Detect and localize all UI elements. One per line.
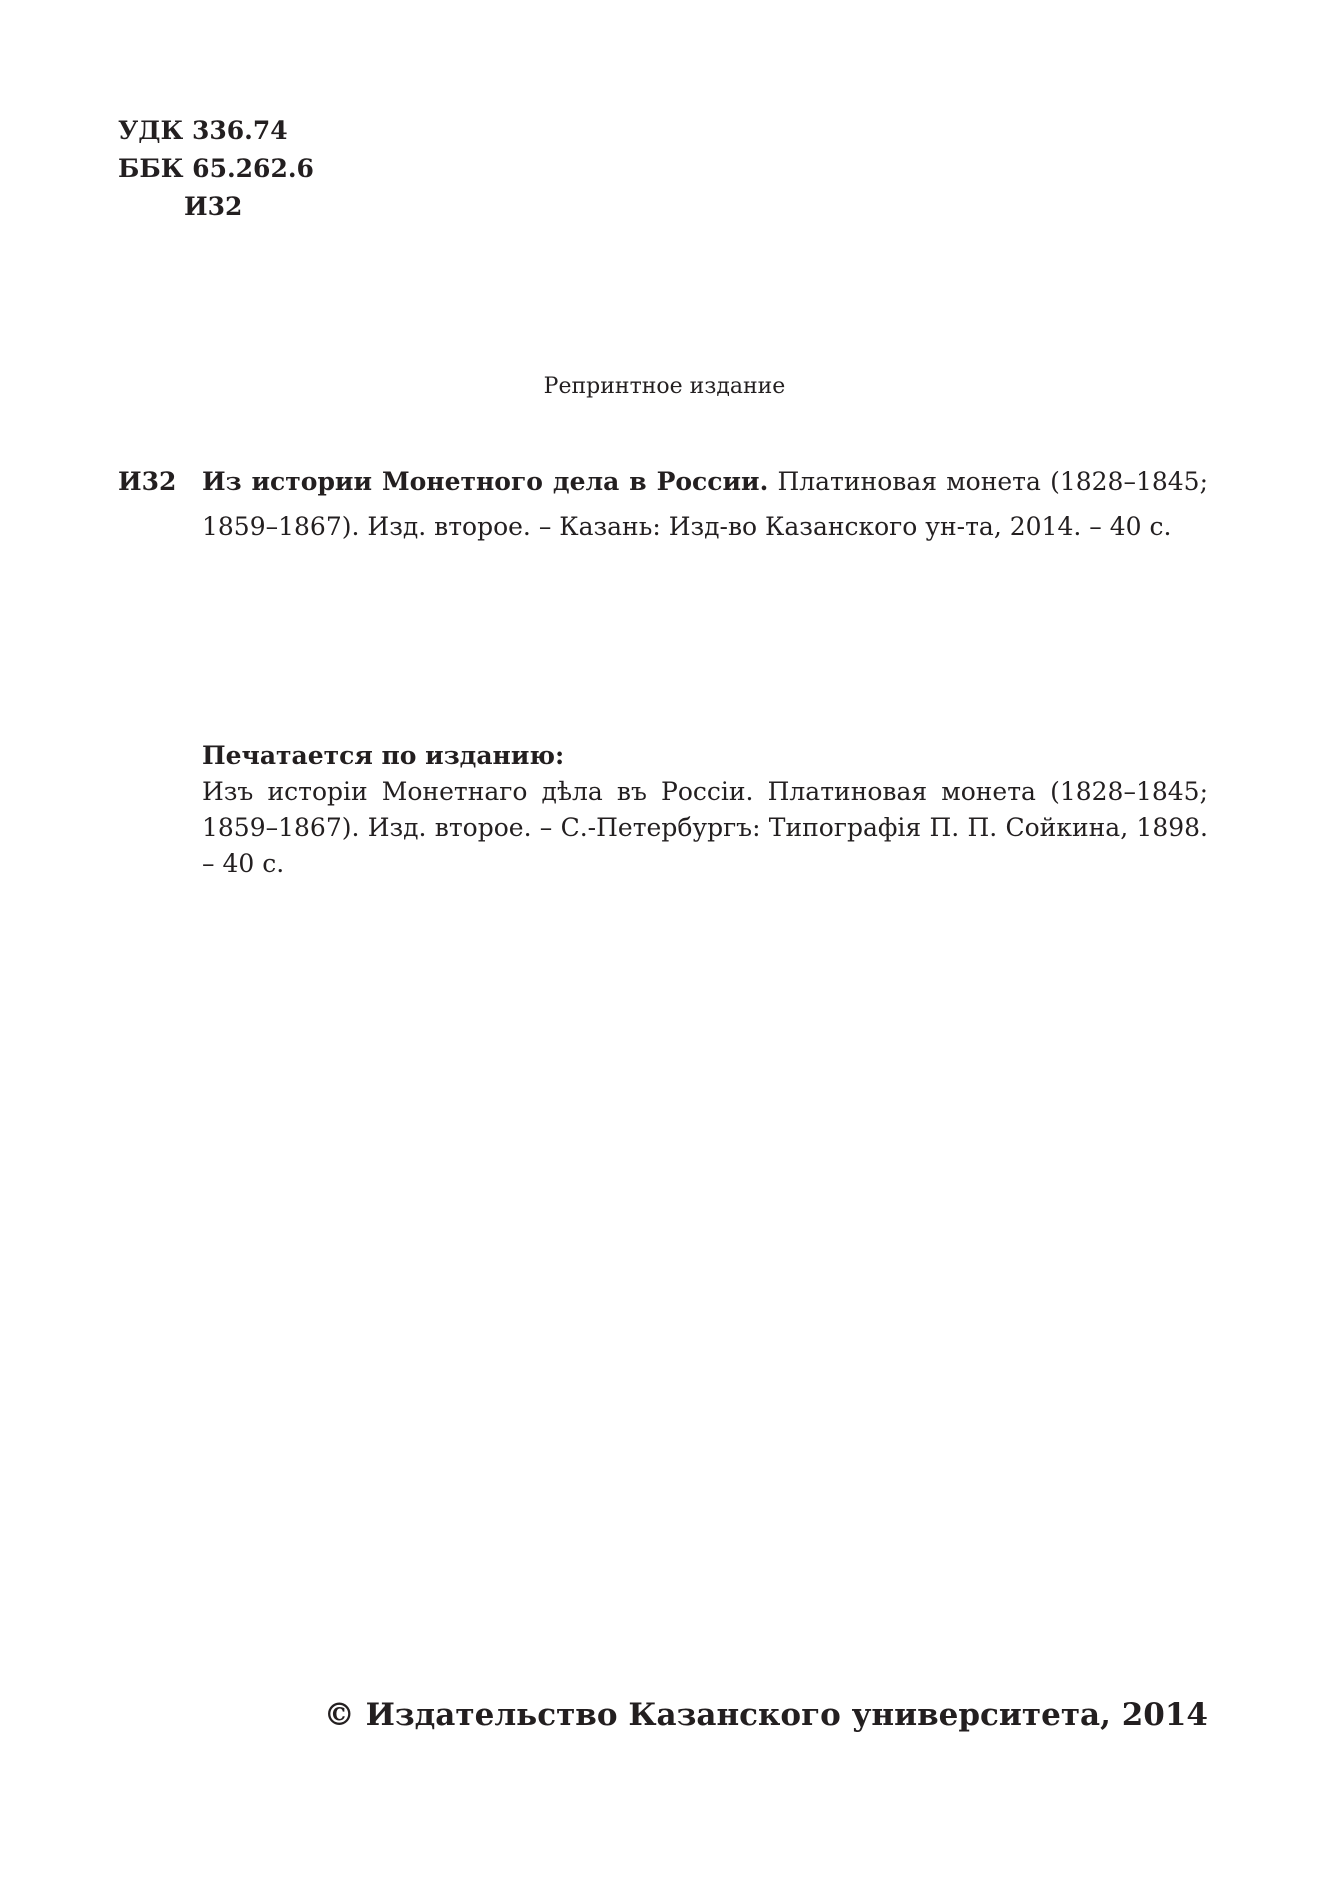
source-text: Изъ исторіи Монетнаго дѣла въ Россіи. Платиновая монета (1828–1845; 1859–1867). Изд. второе. – С.-Петербургъ: Типографія П. П. Сойкина, 1898. – 40 с. bbox=[202, 777, 1208, 878]
source-edition bbox=[202, 738, 1208, 882]
bibliographic-entry bbox=[118, 459, 1208, 549]
reprint-note: Репринтное издание bbox=[543, 374, 786, 399]
bib-title: Из истории Монетного дела в России. bbox=[202, 467, 769, 496]
author-mark: И32 bbox=[184, 192, 243, 221]
bib-author-mark: И32 bbox=[118, 467, 177, 496]
bbk-code: ББК 65.262.6 bbox=[118, 154, 314, 183]
source-heading: Печатается по изданию: bbox=[202, 741, 565, 770]
udk-code: УДК 336.74 bbox=[118, 116, 288, 145]
copyright-notice: © Издательство Казанского университета, 2014 bbox=[323, 1697, 1208, 1733]
bib-details: Платиновая монета (1828–1845; 1859–1867). Изд. второе. – Казань: Изд-во Казанского ун-та, 2014. – 40 с. bbox=[202, 467, 1209, 541]
classification-codes bbox=[118, 112, 314, 226]
bib-description bbox=[202, 459, 1208, 549]
